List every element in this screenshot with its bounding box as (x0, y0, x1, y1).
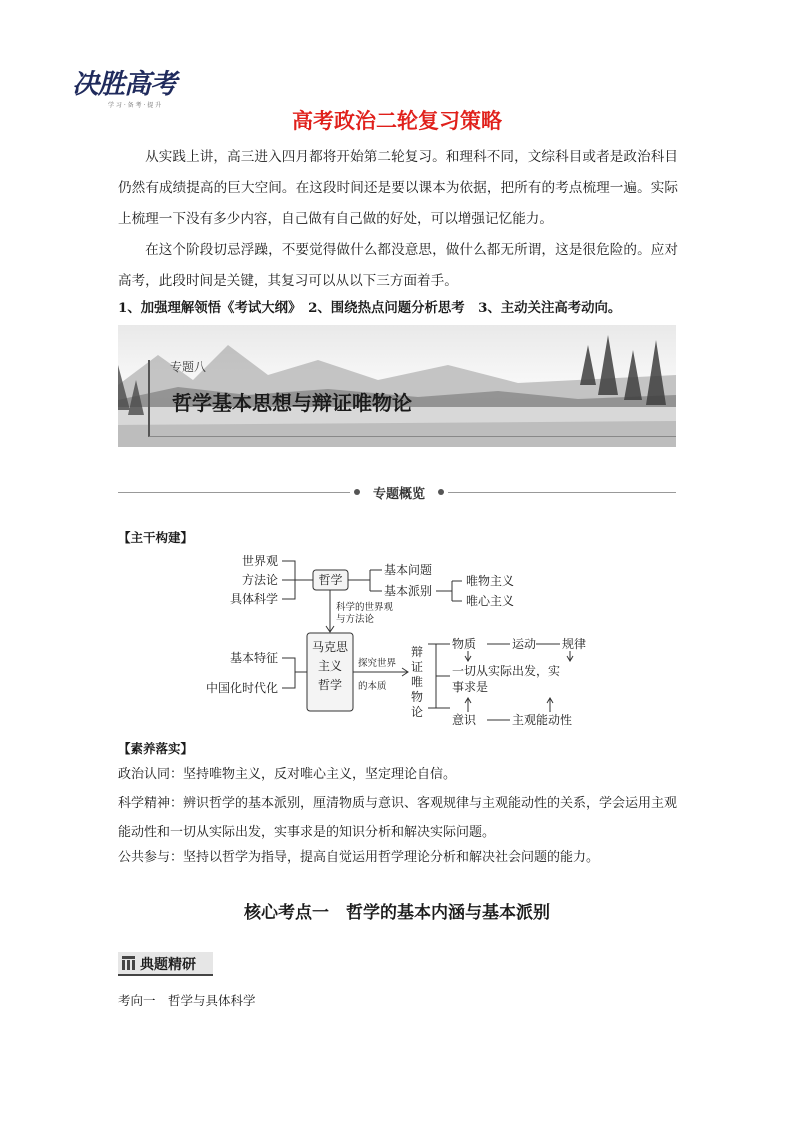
section-structure-label: 【主干构建】 (118, 530, 194, 545)
section-tag (118, 952, 213, 974)
dialectical-2: 证 (410, 660, 424, 674)
intro-text-2: 在这个阶段切忌浮躁，不要觉得做什么都没意思，做什么都无所谓，这是很危险的。应对高考，此段时间是关键，其复习可以从以下三方面着手。 (118, 242, 678, 289)
goal-public: 公共参与：坚持以哲学为指导，提高自觉运用哲学理论分析和解决社会问题的能力。 (118, 850, 600, 865)
label-motion: 运动 (512, 637, 537, 651)
label-consciousness: 意识 (452, 713, 477, 727)
label-worldview: 世界观 (241, 554, 278, 568)
dialectical-3: 唯 (410, 675, 424, 689)
explore-label-1: 探究世界 (358, 658, 397, 669)
overview-dot-left (354, 489, 360, 495)
box-marxist-2: 主义 (317, 659, 343, 673)
strategy-points: 1、加强理解领悟《考试大纲》 2、围绕热点问题分析思考 3、主动关注高考动向。 (118, 300, 622, 316)
tag-underline (118, 974, 213, 976)
label-basic-question: 基本问题 (384, 563, 433, 577)
goal-science: 科学精神：辨识哲学的基本派别，厘清物质与意识、客观规律与主观能动性的关系，学会运用主观能动性和一切从实际出发，实事求是的知识分析和解决实际问题。 (118, 796, 678, 840)
overview-label: 专题概览 (372, 487, 425, 502)
page-title: 高考政治二轮复习策略 (292, 109, 502, 133)
banner-title: 哲学基本思想与辩证唯物论 (172, 391, 412, 415)
label-law: 规律 (562, 637, 587, 651)
label-idealism: 唯心主义 (466, 594, 515, 608)
overview-line-left (118, 492, 350, 493)
arrow-label-2: 与方法论 (336, 614, 375, 625)
dialectical-4: 物 (410, 690, 424, 704)
topic-banner (118, 325, 676, 447)
box-philosophy: 哲学 (318, 573, 343, 587)
direction-heading: 考向一 哲学与具体科学 (118, 993, 256, 1008)
label-materialism: 唯物主义 (466, 574, 515, 588)
overview-line-right (448, 492, 676, 493)
intro-paragraph-2 (118, 235, 678, 297)
goal-political: 政治认同：坚持唯物主义，反对唯心主义，坚定理论自信。 (118, 767, 457, 782)
overview-dot-right (438, 489, 444, 495)
section-literacy-label: 【素养落实】 (118, 741, 194, 756)
label-initiative: 主观能动性 (512, 713, 573, 727)
arrow-label-1: 科学的世界观 (336, 602, 394, 613)
dialectical-1: 辩 (410, 645, 424, 659)
knowledge-diagram (190, 548, 600, 738)
label-basic-features: 基本特征 (229, 651, 278, 665)
explore-label-2: 的本质 (358, 681, 387, 692)
logo-text: 决胜高考 (72, 69, 176, 100)
label-specific-science: 具体科学 (229, 592, 278, 606)
box-marxist-3: 哲学 (317, 678, 343, 692)
banner-subtitle: 专题八 (170, 360, 207, 374)
dialectical-5: 论 (410, 705, 424, 719)
label-methodology: 方法论 (241, 573, 278, 587)
label-matter: 物质 (452, 637, 477, 651)
intro-text-1: 从实践上讲，高三进入四月都将开始第二轮复习。和理科不同，文综科目或者是政治科目仍然有成绩提高的巨大空间。在这段时间还是要以课本为依据，把所有的考点梳理一遍。实际上梳理一下没有多少内容，自己做有自己做的好处，可以增强记忆能力。 (118, 149, 678, 227)
tag-bars-icon (122, 956, 135, 970)
label-practice-2: 事求是 (452, 680, 489, 694)
label-sinicization: 中国化时代化 (205, 681, 278, 695)
label-basic-schools: 基本派别 (384, 584, 433, 598)
intro-paragraph-1 (118, 142, 678, 235)
label-practice-1: 一切从实际出发，实 (452, 664, 561, 678)
tag-label: 典题精研 (140, 957, 196, 973)
logo-tagline: 学 习 · 备 考 · 提 升 (108, 102, 162, 109)
core-topic-title: 核心考点一 哲学的基本内涵与基本派别 (244, 903, 550, 923)
overview-heading (118, 482, 676, 502)
box-marxist-1: 马克思 (311, 640, 349, 654)
